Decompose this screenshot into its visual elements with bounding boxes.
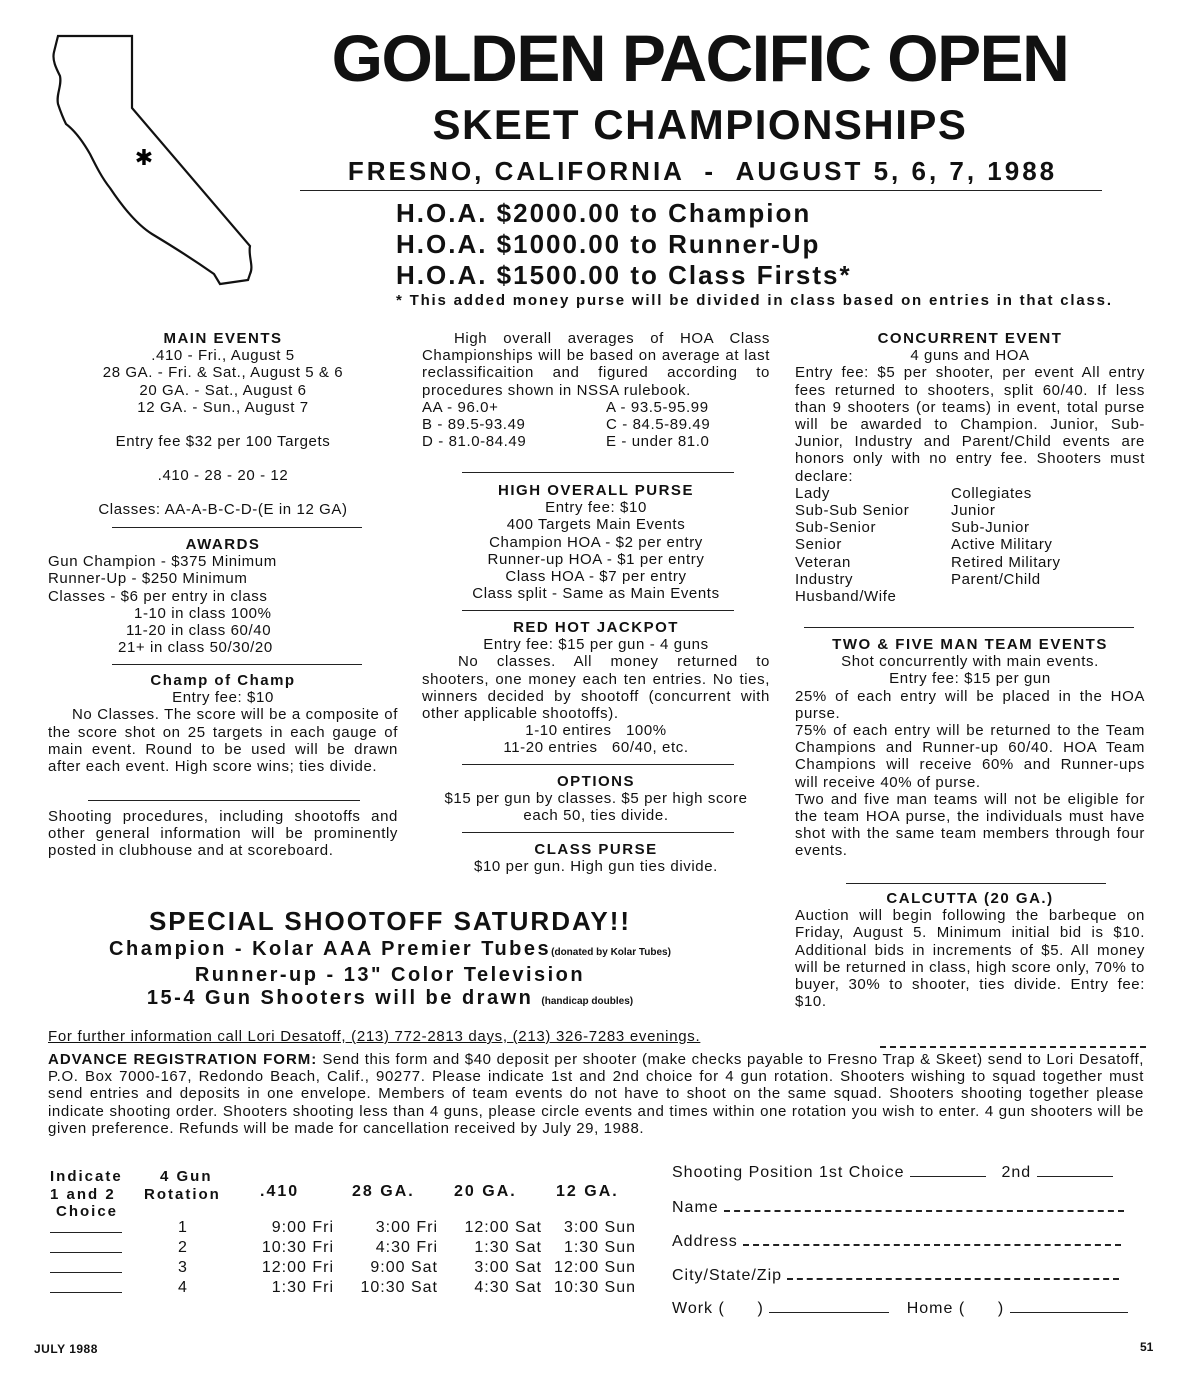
award-line: Gun Champion - $375 Minimum xyxy=(48,553,277,571)
address-label: Address xyxy=(672,1233,738,1250)
class-range: B - 89.5-93.49 xyxy=(422,416,526,434)
rotation-col-label: Rotation xyxy=(144,1185,221,1203)
team-sub: Entry fee: $15 per gun xyxy=(889,670,1051,688)
main-events xyxy=(48,330,398,519)
rotation-time: 9:00 Fri xyxy=(271,1219,334,1236)
hoa-class-section xyxy=(422,330,770,450)
shootoff-heading: SPECIAL SHOOTOFF SATURDAY!! xyxy=(148,906,632,936)
rotation-header: 28 GA. xyxy=(352,1183,415,1200)
divider xyxy=(112,527,362,528)
class-range: AA - 96.0+ xyxy=(422,398,499,416)
declare-item: Junior xyxy=(951,502,996,520)
hoa-purse xyxy=(422,482,770,602)
city-field[interactable] xyxy=(787,1264,1119,1280)
hoa-block xyxy=(396,198,1146,309)
jackpot-text: No classes. All money returned to shooters, one money each ten entries. No ties, winners decided by shootoff (concurrent with other applicable shootoffs). xyxy=(422,653,770,723)
main-events-heading: MAIN EVENTS xyxy=(163,330,283,347)
hoa-purse-line: Runner-up HOA - $1 per entry xyxy=(487,550,705,568)
rotation-rows xyxy=(50,1218,636,1298)
class-range: A - 93.5-95.99 xyxy=(606,398,709,416)
field-row xyxy=(672,1196,1142,1230)
rotation-time: 9:00 Sat xyxy=(370,1259,438,1276)
registration-fields xyxy=(672,1162,1142,1332)
dashed-divider xyxy=(880,1046,1146,1048)
choice-blank[interactable] xyxy=(50,1278,122,1293)
rotation-header: 20 GA. xyxy=(454,1183,517,1200)
options xyxy=(422,773,770,825)
hoa-purse-line: Champion HOA - $2 per entry xyxy=(489,533,703,551)
options-heading: OPTIONS xyxy=(556,773,635,790)
procedures: Shooting procedures, including shootoffs and other general information will be prominently posted in clubhouse and at scoreboard. xyxy=(48,808,398,860)
shootoff-line xyxy=(40,987,740,1013)
hoa-note: * This added money purse will be divided in class based on entries in that class. xyxy=(396,292,1113,309)
hoa-purse-line: 400 Targets Main Events xyxy=(506,516,686,534)
declare-item: Sub-Sub Senior xyxy=(795,502,910,520)
shootoff-runner-up: Runner-up - 13" Color Television xyxy=(194,964,586,986)
declare-item: Senior xyxy=(795,536,842,554)
concurrent-event xyxy=(795,330,1145,605)
hoa-runner-up: H.O.A. $1000.00 to Runner-Up xyxy=(396,229,821,259)
class-range: C - 84.5-89.49 xyxy=(606,416,711,434)
table-row xyxy=(50,1258,636,1278)
award-split: 11-20 in class 60/40 xyxy=(126,622,272,640)
champ-heading: Champ of Champ xyxy=(150,672,296,689)
team-sub: Shot concurrently with main events. xyxy=(841,653,1099,671)
declare-item: Sub-Senior xyxy=(795,519,877,537)
fresno-marker-icon: ✱ xyxy=(134,146,154,171)
champ-fee: Entry fee: $10 xyxy=(172,689,274,707)
calcutta xyxy=(795,890,1145,1010)
declare-item: Lady xyxy=(795,484,830,502)
entry-fee: Entry fee $32 per 100 Targets xyxy=(115,433,331,451)
rotation-time: 3:00 Sun xyxy=(563,1219,636,1236)
awards-heading: AWARDS xyxy=(185,536,261,553)
divider xyxy=(462,610,734,611)
footer-date: JULY 1988 xyxy=(34,1342,98,1356)
rotation-time: 3:00 Fri xyxy=(375,1219,438,1236)
concurrent-heading: CONCURRENT EVENT xyxy=(877,330,1063,347)
shootoff-drawing: 15-4 Gun Shooters will be drawn xyxy=(146,987,534,1009)
shootoff-champion: Champion - Kolar AAA Premier Tubes xyxy=(109,938,552,960)
class-row xyxy=(422,416,770,433)
class-purse-heading: CLASS PURSE xyxy=(534,841,658,858)
home-phone-field[interactable] xyxy=(1010,1298,1128,1313)
class-range: D - 81.0-84.49 xyxy=(422,433,527,451)
rotation-number: 2 xyxy=(178,1239,188,1256)
class-row xyxy=(422,433,770,450)
hoa-class-firsts: H.O.A. $1500.00 to Class Firsts* xyxy=(396,260,852,290)
award-split: 21+ in class 50/30/20 xyxy=(118,639,273,657)
options-text: $15 per gun by classes. $5 per high score each 50, ties divide. xyxy=(444,790,748,825)
rotation-time: 3:00 Sat xyxy=(474,1259,542,1276)
choice-blank[interactable] xyxy=(50,1238,122,1253)
special-shootoff xyxy=(40,904,740,1013)
page-title: GOLDEN PACIFIC OPEN xyxy=(331,21,1069,95)
position-2nd-label: 2nd xyxy=(1001,1164,1032,1181)
name-label: Name xyxy=(672,1199,719,1216)
position-label: Shooting Position 1st Choice xyxy=(672,1164,905,1181)
champ-of-champ xyxy=(48,672,398,775)
rotation-number: 3 xyxy=(178,1259,188,1276)
field-row xyxy=(672,1230,1142,1264)
choice-blank[interactable] xyxy=(50,1258,122,1273)
location-date: FRESNO, CALIFORNIA - AUGUST 5, 6, 7, 1988 xyxy=(347,156,1058,186)
city-label: City/State/Zip xyxy=(672,1267,783,1284)
declare-item: Industry xyxy=(795,570,854,588)
team-heading: TWO & FIVE MAN TEAM EVENTS xyxy=(832,636,1108,653)
page-subtitle: SKEET CHAMPIONSHIPS xyxy=(432,101,968,148)
rotation-time: 4:30 Sat xyxy=(474,1279,542,1296)
california-map xyxy=(44,28,276,296)
rotation-time: 10:30 Sun xyxy=(554,1279,636,1296)
hoa-purse-line: Entry fee: $10 xyxy=(545,499,647,517)
champ-text: No Classes. The score will be a composite of the score shot on 25 targets in each gauge of main event. Round to be used will be drawn after each event. High score wins; ties divide. xyxy=(48,706,398,776)
declare-item: Veteran xyxy=(795,553,851,571)
registration-label: ADVANCE REGISTRATION FORM: xyxy=(48,1051,318,1068)
rotation-time: 12:00 Sun xyxy=(554,1259,636,1276)
jackpot-split: 11-20 entries 60/40, etc. xyxy=(503,739,689,757)
header-rule xyxy=(300,190,1102,191)
declare-list xyxy=(795,485,1145,605)
rotation-header: .410 xyxy=(260,1183,300,1200)
field-row xyxy=(672,1162,1142,1196)
position-2nd-field[interactable] xyxy=(1037,1162,1113,1177)
hoa-class-text: High overall averages of HOA Class Championships will be based on average at last reclassificaition and figured according to procedures shown in NSSA rulebook. xyxy=(422,330,770,399)
team-events xyxy=(795,636,1145,860)
declare-item: Active Military xyxy=(951,536,1053,554)
rotation-number: 4 xyxy=(178,1279,188,1296)
award-line: Classes - $6 per entry in class xyxy=(48,587,268,605)
divider xyxy=(112,664,362,665)
table-row xyxy=(50,1218,636,1238)
team-paragraph: 25% of each entry will be placed in the HOA purse. xyxy=(795,687,1145,722)
rotation-time: 1:30 Fri xyxy=(271,1279,334,1296)
concurrent-text: Entry fee: $5 per shooter, per event All entry fees returned to shooters, split 60/40. If less than 9 shooters (or teams) in event, total purse will be awarded to Champion. Junior, Sub-Junior, Industry and Parent/Child events are honors only with no entry fee. Shooters must declare: xyxy=(795,364,1145,485)
awards xyxy=(48,536,398,656)
shootoff-line xyxy=(40,938,740,964)
divider xyxy=(462,764,734,765)
main-event-line: .410 - Fri., August 5 xyxy=(151,347,295,365)
position-1st-field[interactable] xyxy=(910,1162,986,1177)
work-label: Work ( ) xyxy=(672,1300,764,1317)
declare-item: Husband/Wife xyxy=(795,588,897,606)
main-event-line: 12 GA. - Sun., August 7 xyxy=(137,398,309,416)
hoa-purse-line: Class HOA - $7 per entry xyxy=(505,568,687,586)
declare-item: Collegiates xyxy=(951,484,1032,502)
calcutta-heading: CALCUTTA (20 GA.) xyxy=(886,890,1054,907)
rotation-col-label: 4 Gun xyxy=(160,1168,213,1185)
home-label: Home ( ) xyxy=(906,1300,1005,1317)
field-row xyxy=(672,1264,1142,1298)
award-line: Runner-Up - $250 Minimum xyxy=(48,570,248,588)
declare-item: Retired Military xyxy=(951,553,1061,571)
rotation-col-label: 1 and 2 xyxy=(50,1185,116,1203)
rotation-number: 1 xyxy=(178,1219,188,1236)
hoa-purse-line: Class split - Same as Main Events xyxy=(472,585,720,603)
main-event-line: 20 GA. - Sat., August 6 xyxy=(139,381,307,399)
concurrent-sub: 4 guns and HOA xyxy=(910,347,1030,365)
class-row xyxy=(422,399,770,416)
table-row xyxy=(50,1238,636,1258)
rotation-time: 12:00 Sat xyxy=(464,1219,542,1236)
jackpot-fee: Entry fee: $15 per gun - 4 guns xyxy=(483,636,709,654)
calcutta-text: Auction will begin following the barbeque on Friday, August 5. Minimum initial bid is $10. Additional bids in increments of $5. All money will be returned in class, high score only, 70% to buyer, 30% to shooter, ties divide. Entry fee: $10. xyxy=(795,907,1145,1011)
field-row xyxy=(672,1298,1142,1332)
choice-blank[interactable] xyxy=(50,1218,122,1233)
hoa-champion: H.O.A. $2000.00 to Champion xyxy=(396,198,812,228)
red-hot-jackpot xyxy=(422,619,770,757)
jackpot-heading: RED HOT JACKPOT xyxy=(513,619,679,636)
rotation-time: 1:30 Sun xyxy=(563,1239,636,1256)
shootoff-note: (handicap doubles) xyxy=(541,996,634,1007)
class-purse xyxy=(422,841,770,875)
table-row xyxy=(50,1278,636,1298)
classes: Classes: AA-A-B-C-D-(E in 12 GA) xyxy=(98,501,348,519)
team-paragraph: Two and five man teams will not be eligible for the team HOA purse, the individuals must have shot with the same team members through four events. xyxy=(795,790,1145,860)
work-phone-field[interactable] xyxy=(769,1298,889,1313)
rotation-time: 4:30 Fri xyxy=(375,1239,438,1256)
hoa-purse-heading: HIGH OVERALL PURSE xyxy=(498,482,694,499)
rotation-col-label: Choice xyxy=(56,1203,119,1220)
shootoff-note: (donated by Kolar Tubes) xyxy=(551,947,671,958)
divider xyxy=(462,832,734,833)
class-purse-text: $10 per gun. High gun ties divide. xyxy=(474,858,718,876)
registration xyxy=(48,1051,1144,1137)
name-field[interactable] xyxy=(724,1196,1124,1212)
address-field[interactable] xyxy=(743,1230,1121,1246)
gauges: .410 - 28 - 20 - 12 xyxy=(157,467,289,485)
divider xyxy=(88,800,360,801)
rotation-header: 12 GA. xyxy=(556,1183,619,1200)
declare-item: Parent/Child xyxy=(951,570,1041,588)
rotation-time: 1:30 Sat xyxy=(474,1239,542,1256)
rotation-time: 12:00 Fri xyxy=(261,1259,334,1276)
divider xyxy=(804,627,1134,628)
jackpot-split: 1-10 entires 100% xyxy=(525,722,667,740)
main-event-line: 28 GA. - Fri. & Sat., August 5 & 6 xyxy=(102,364,344,382)
declare-item: Sub-Junior xyxy=(951,519,1030,537)
page-number: 51 xyxy=(1140,1340,1154,1354)
divider xyxy=(462,472,734,473)
registration-text: Send this form and $40 deposit per shooter (make checks payable to Fresno Trap & Skeet) send to Lori Desatoff, P.O. Box 7000-167, Redondo Beach, Calif., 90277. Please indicate 1st and 2nd choice for 4 gun rotation. Shooters wishing to squad together must send entries and deposits in one envelope. Members of team events do not have to shoot on the same squad. Shooters shooting together please indicate shooting order. Shooters shooting less than 4 guns, please circle events and times within one rotation you wish to enter. 4 gun shooters will be given preference. Refunds will be made for cancellation received by July 29, 1988. xyxy=(48,1051,1145,1137)
team-paragraph: 75% of each entry will be returned to the Team Champions and Runner-up 60/40. HOA Team Champions will receive 60% and Runner-ups will receive 40% of purse. xyxy=(795,722,1145,791)
info-line xyxy=(48,1028,1148,1045)
rotation-time: 10:30 Fri xyxy=(261,1239,334,1256)
divider xyxy=(846,883,1106,884)
rotation-time: 10:30 Sat xyxy=(360,1279,438,1296)
rotation-col-label: Indicate xyxy=(50,1168,123,1185)
class-range: E - under 81.0 xyxy=(606,433,710,451)
award-split: 1-10 in class 100% xyxy=(134,604,272,622)
info-text: For further information call Lori Desatoff, (213) 772-2813 days, (213) 326-7283 evenings. xyxy=(48,1028,701,1045)
